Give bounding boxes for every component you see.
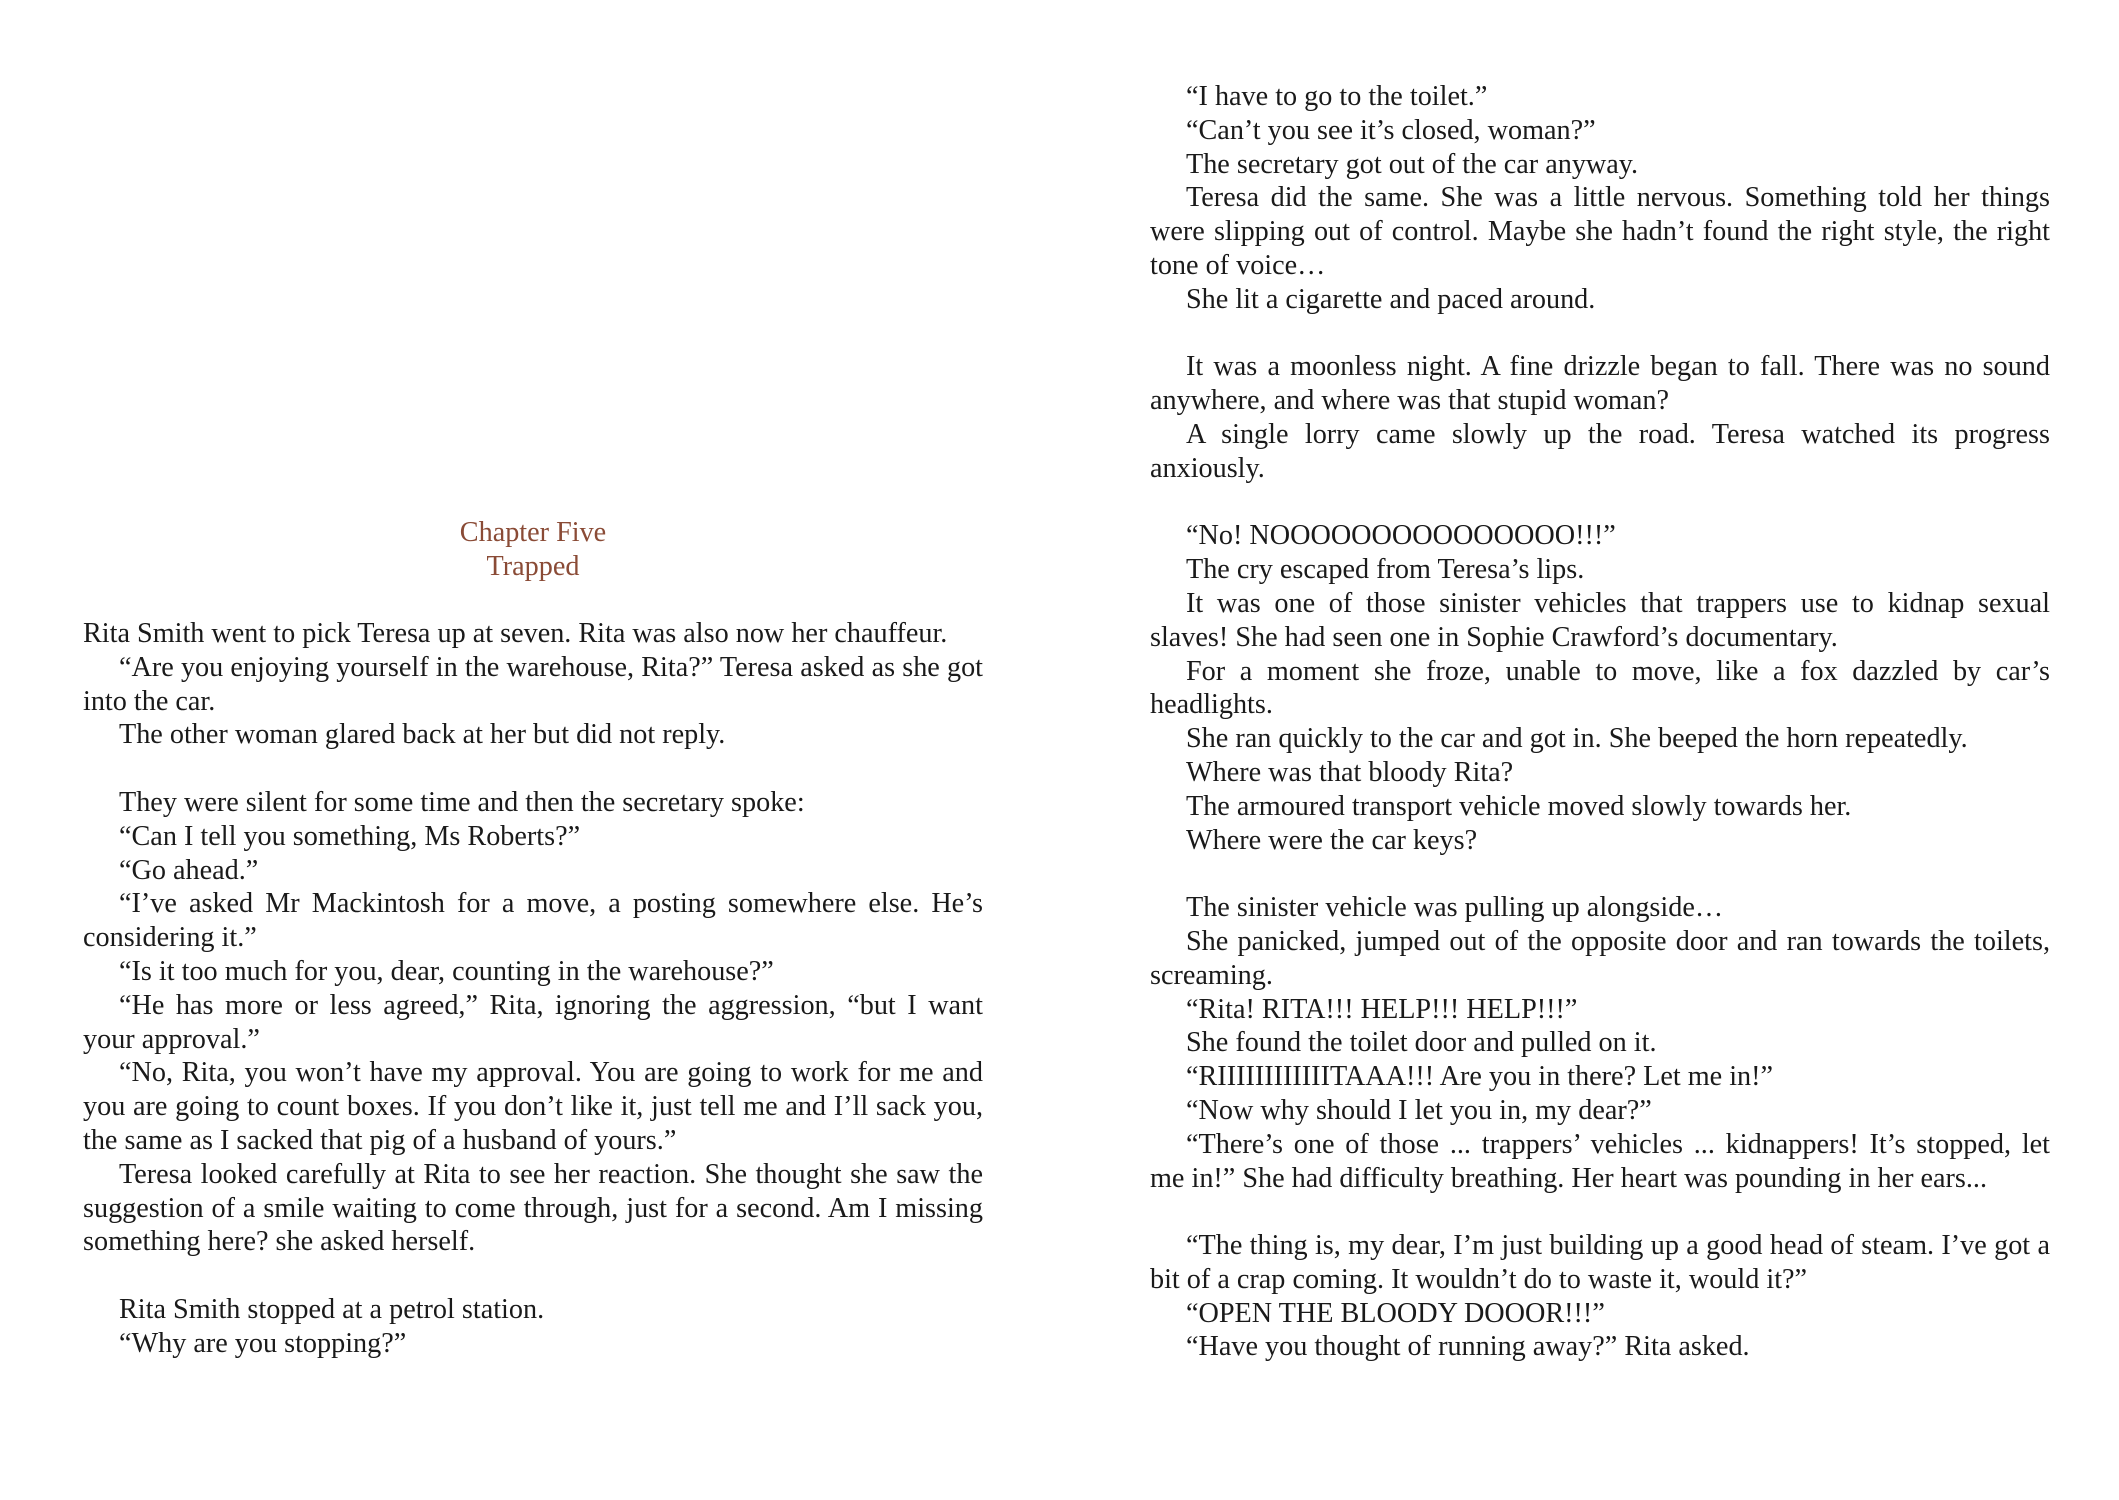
paragraph: For a moment she froze, unable to move, like a fox dazzled by car’s headlights. <box>1150 655 2050 721</box>
section-break <box>1150 857 2050 891</box>
paragraph: “I’ve asked Mr Mackintosh for a move, a posting somewhere else. He’s considering it.” <box>83 888 983 954</box>
right-page-body <box>1150 80 2050 1364</box>
section-break <box>1150 317 2050 351</box>
paragraph: “Now why should I let you in, my dear?” <box>1186 1094 1652 1126</box>
paragraph: “Why are you stopping?” <box>119 1327 407 1359</box>
paragraph: Where were the car keys? <box>1186 824 1478 856</box>
paragraph: “He has more or less agreed,” Rita, ignoring the aggression, “but I want your approval.” <box>83 989 983 1055</box>
paragraph: Where was that bloody Rita? <box>1186 756 1514 788</box>
paragraph: Teresa did the same. She was a little nervous. Something told her things were slipping out of control. Maybe she hadn’t found the right style, the right tone of voice… <box>1150 182 2050 281</box>
paragraph: A single lorry came slowly up the road. Teresa watched its progress anxiously. <box>1150 418 2050 484</box>
left-page-body <box>83 617 983 1361</box>
paragraph: She found the toilet door and pulled on it. <box>1186 1027 1657 1059</box>
paragraph: The cry escaped from Teresa’s lips. <box>1186 554 1585 586</box>
paragraph: “Are you enjoying yourself in the warehouse, Rita?” Teresa asked as she got into the car. <box>83 651 983 717</box>
paragraph: “No! NOOOOOOOOOOOOOOO!!!” <box>1186 520 1616 552</box>
paragraph: “The thing is, my dear, I’m just building up a good head of steam. I’ve got a bit of a crap coming. It wouldn’t do to waste it, would it?” <box>1150 1230 2050 1295</box>
paragraph: Teresa looked carefully at Rita to see her reaction. She thought she saw the suggestion of a smile waiting to come through, just for a second. Am I missing something here? she asked herself. <box>83 1158 983 1258</box>
paragraph: “Have you thought of running away?” Rita asked. <box>1186 1331 1750 1363</box>
paragraph: It was one of those sinister vehicles that trappers use to kidnap sexual slaves! She had seen one in Sophie Crawford’s documentary. <box>1150 587 2050 653</box>
paragraph: “No, Rita, you won’t have my approval. You are going to work for me and you are going to count boxes. If you don’t like it, just tell me and I’ll sack you, the same as I sacked that pig of a husband of yours.” <box>83 1057 983 1156</box>
paragraph: They were silent for some time and then the secretary spoke: <box>119 786 805 818</box>
paragraph: Rita Smith went to pick Teresa up at seven. Rita was also now her chauffeur. <box>83 618 948 649</box>
section-break <box>1150 486 2050 520</box>
paragraph: She lit a cigarette and paced around. <box>1186 283 1596 315</box>
chapter-title: Trapped <box>486 551 580 582</box>
paragraph: The secretary got out of the car anyway. <box>1186 148 1639 180</box>
paragraph: “Rita! RITA!!! HELP!!! HELP!!!” <box>1186 993 1578 1025</box>
paragraph: “Go ahead.” <box>119 854 259 886</box>
paragraph: She ran quickly to the car and got in. She beeped the horn repeatedly. <box>1186 723 1968 755</box>
paragraph: Rita Smith stopped at a petrol station. <box>119 1293 545 1325</box>
paragraph: “There’s one of those ... trappers’ vehicles ... kidnappers! It’s stopped, let me in!” She had difficulty breathing. Her heart was pounding in her ears... <box>1150 1128 2050 1194</box>
chapter-heading <box>83 516 983 584</box>
section-break <box>1150 1195 2050 1229</box>
paragraph: “Can’t you see it’s closed, woman?” <box>1186 114 1596 146</box>
paragraph: It was a moonless night. A fine drizzle began to fall. There was no sound anywhere, and where was that stupid woman? <box>1150 351 2050 417</box>
section-break <box>83 752 983 786</box>
paragraph: “I have to go to the toilet.” <box>1186 81 1488 112</box>
paragraph: She panicked, jumped out of the opposite door and ran towards the toilets, screaming. <box>1150 925 2050 991</box>
paragraph: The armoured transport vehicle moved slowly towards her. <box>1186 790 1852 822</box>
chapter-number: Chapter Five <box>459 517 607 548</box>
section-break <box>83 1259 983 1293</box>
paragraph: “Is it too much for you, dear, counting in the warehouse?” <box>119 955 774 987</box>
paragraph: The sinister vehicle was pulling up alongside… <box>1186 892 1724 924</box>
paragraph: The other woman glared back at her but did not reply. <box>119 719 726 751</box>
paragraph: “OPEN THE BLOODY DOOOR!!!” <box>1186 1297 1605 1329</box>
paragraph: “Can I tell you something, Ms Roberts?” <box>119 820 581 852</box>
paragraph: “RIIIIIIIIIIIITAAA!!! Are you in there? Let me in!” <box>1186 1061 1774 1093</box>
